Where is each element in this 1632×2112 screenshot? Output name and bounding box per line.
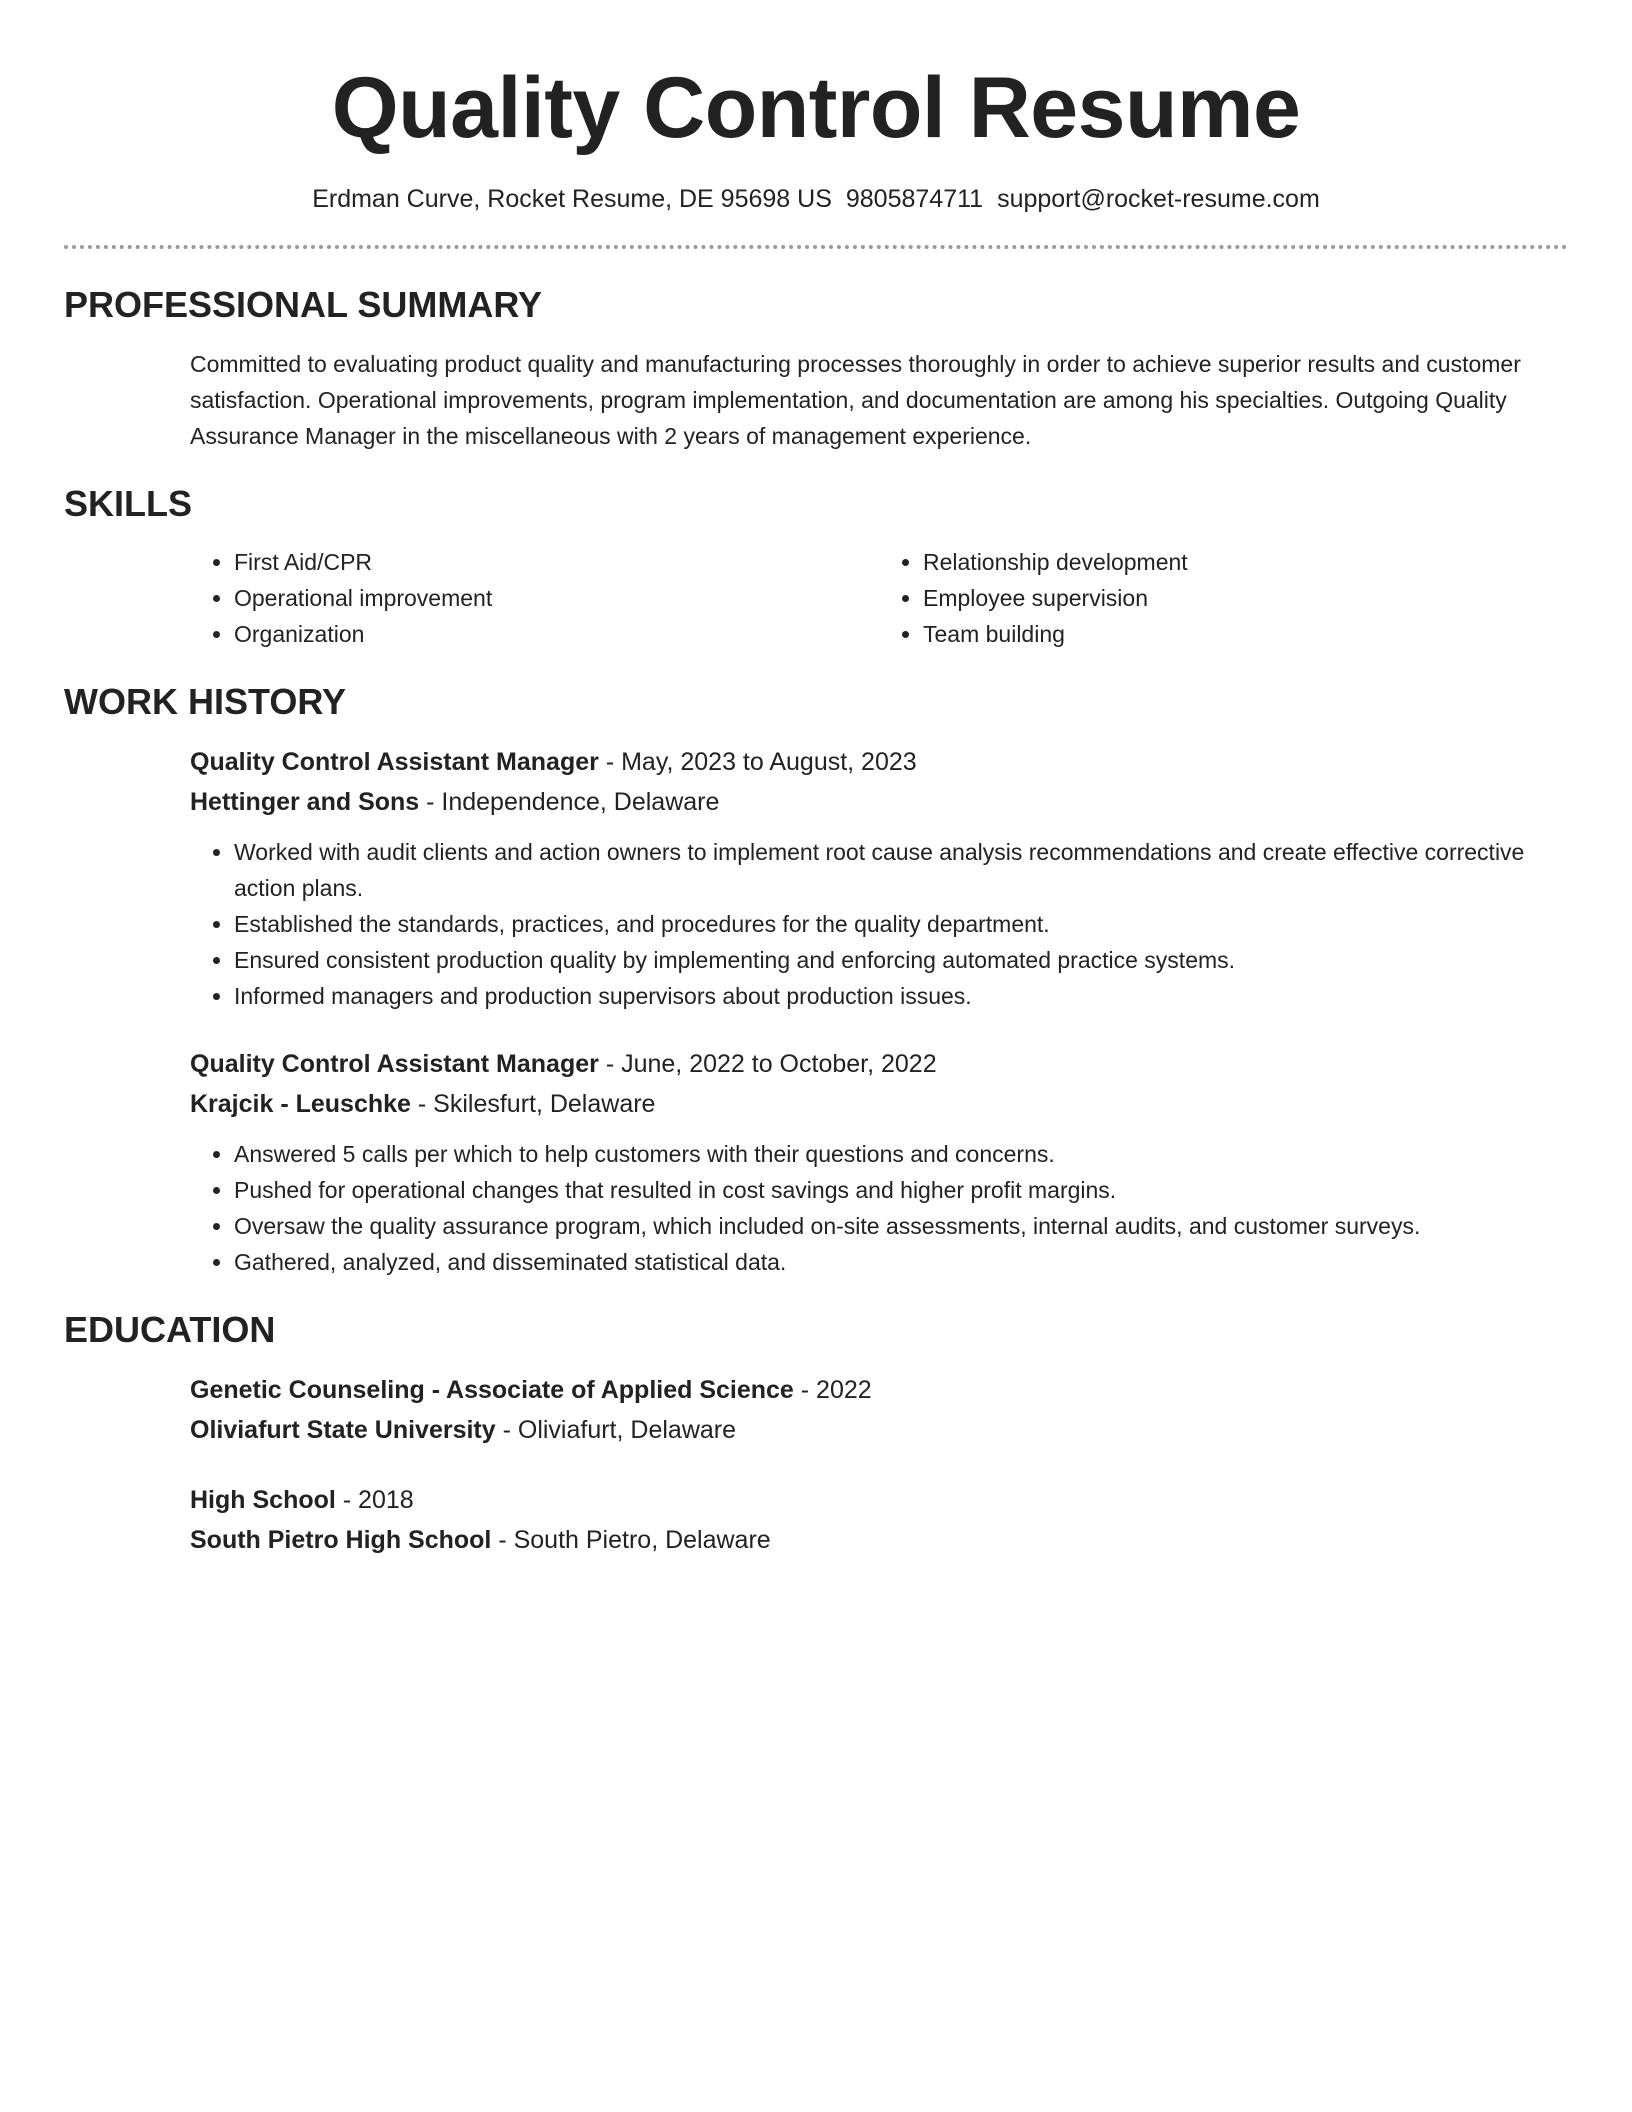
school-location: - South Pietro, Delaware	[491, 1526, 771, 1554]
job-duty: • Oversaw the quality assurance program, which included on-site assessments, internal audits, and customer surveys.	[234, 1208, 1568, 1244]
job-company: Krajcik - Leuschke	[190, 1090, 411, 1118]
skill-item: • Relationship development	[923, 544, 1568, 580]
summary-heading: PROFESSIONAL SUMMARY	[64, 284, 543, 325]
job-title-line	[190, 1044, 1568, 1084]
skill-item: • Organization	[234, 616, 879, 652]
school-line	[190, 1520, 1568, 1560]
job-duty: • Informed managers and production supervisors about production issues.	[234, 978, 1568, 1014]
degree-year: - 2022	[793, 1376, 872, 1404]
job-duty: • Ensured consistent production quality by implementing and enforcing automated practice systems.	[234, 942, 1568, 978]
job-dates: - June, 2022 to October, 2022	[598, 1050, 937, 1078]
skills-list	[190, 544, 1568, 652]
job-duties	[190, 1136, 1568, 1280]
skill-item: • Operational improvement	[234, 580, 879, 616]
job-company-line	[190, 782, 1568, 822]
contact-email: support@rocket-resume.com	[997, 185, 1320, 213]
degree-line	[190, 1370, 1568, 1410]
degree-name: High School	[190, 1486, 336, 1514]
degree-year: - 2018	[335, 1486, 414, 1514]
skill-item: • Team building	[923, 616, 1568, 652]
skills-heading: SKILLS	[64, 483, 193, 524]
job-duty: • Pushed for operational changes that resulted in cost savings and higher profit margins.	[234, 1172, 1568, 1208]
job-company: Hettinger and Sons	[190, 788, 420, 816]
skills-column-left	[190, 544, 879, 652]
contact-address: Erdman Curve, Rocket Resume, DE 95698 US	[312, 185, 832, 213]
education-entry	[190, 1480, 1568, 1560]
job-duty: • Worked with audit clients and action owners to implement root cause analysis recommendations and create effective corrective action plans.	[234, 834, 1568, 906]
contact-line	[64, 182, 1568, 216]
school-line	[190, 1410, 1568, 1450]
degree-line	[190, 1480, 1568, 1520]
education-entry	[190, 1370, 1568, 1450]
job-role: Quality Control Assistant Manager	[190, 748, 599, 776]
degree-name: Genetic Counseling - Associate of Applied Science	[190, 1376, 794, 1404]
school-name: South Pietro High School	[190, 1526, 492, 1554]
skills-column-right	[879, 544, 1568, 652]
job-duties	[190, 834, 1568, 1014]
skill-item: • First Aid/CPR	[234, 544, 879, 580]
job-entry	[190, 1044, 1568, 1280]
job-entry	[190, 742, 1568, 1014]
job-location: - Independence, Delaware	[419, 788, 720, 816]
work-history-heading: WORK HISTORY	[64, 681, 347, 722]
job-dates: - May, 2023 to August, 2023	[598, 748, 917, 776]
contact-phone: 9805874711	[845, 185, 984, 213]
resume-page	[64, 0, 1568, 1560]
job-role: Quality Control Assistant Manager	[190, 1050, 599, 1078]
job-duty: • Answered 5 calls per which to help customers with their questions and concerns.	[234, 1136, 1568, 1172]
job-location: - Skilesfurt, Delaware	[410, 1090, 656, 1118]
summary-text: Committed to evaluating product quality and manufacturing processes thoroughly in order to achieve superior results and customer satisfaction. Operational improvements, program implementation, and documentation are among his specialties. Outgoing Quality Assurance Manager in the miscellaneous with 2 years of management experience.	[190, 351, 1521, 449]
job-title-line	[190, 742, 1568, 782]
job-company-line	[190, 1084, 1568, 1124]
skill-item: • Employee supervision	[923, 580, 1568, 616]
header-divider	[64, 245, 1568, 249]
job-duty: • Established the standards, practices, and procedures for the quality department.	[234, 906, 1568, 942]
resume-title: Quality Control Resume	[331, 60, 1301, 156]
school-name: Oliviafurt State University	[190, 1416, 496, 1444]
education-heading: EDUCATION	[64, 1309, 276, 1350]
school-location: - Oliviafurt, Delaware	[495, 1416, 737, 1444]
job-duty: • Gathered, analyzed, and disseminated statistical data.	[234, 1244, 1568, 1280]
